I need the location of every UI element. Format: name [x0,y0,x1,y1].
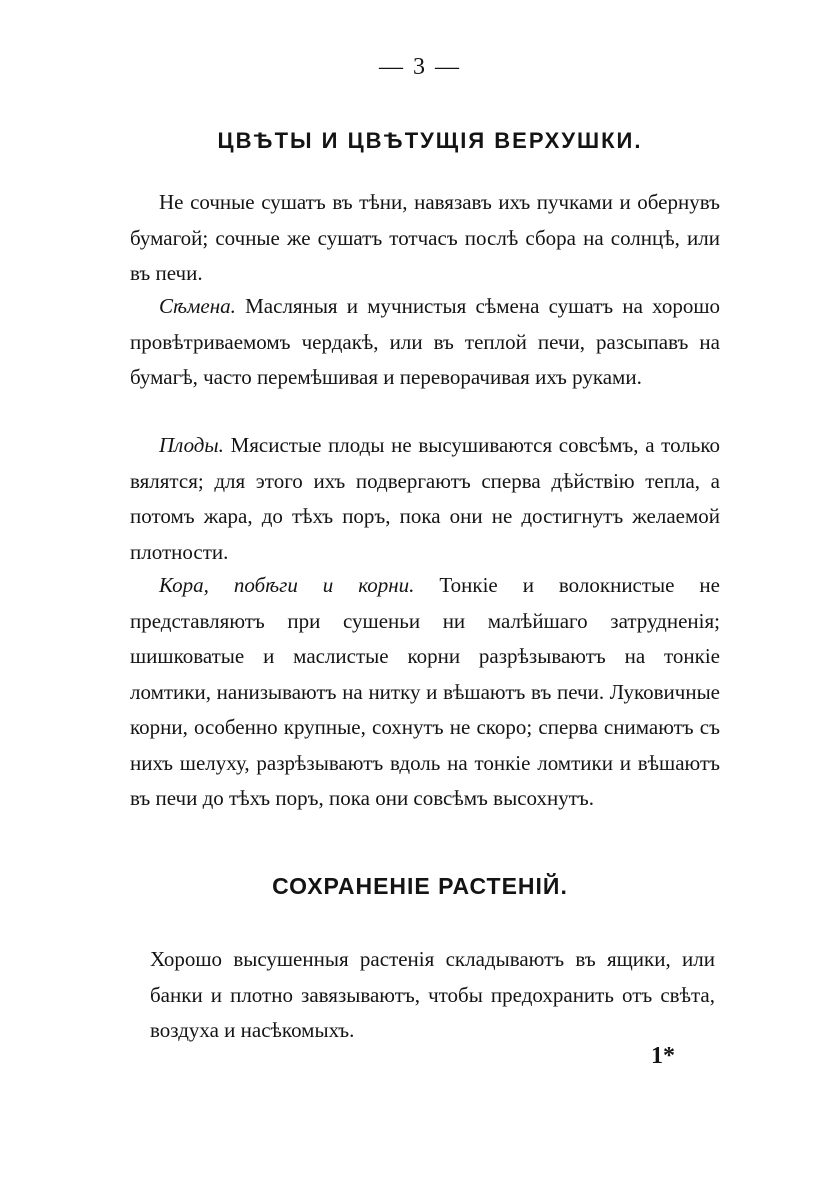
paragraph-bark-text: Тонкіе и волокнистые не представляютъ при сушеньи ни малѣйшаго затрудненія; шишковатые и маслистые корни разрѣзываютъ на тонкіе ломтики, нанизываютъ на нитку и вѣшаютъ въ печи. Луковичные корни, особенно крупные, сохнутъ не скоро; сперва снимаютъ съ нихъ шелуху, разрѣзываютъ вдоль на тонкіе ломтики и вѣшаютъ въ печи до тѣхъ поръ, пока они совсѣмъ высохнутъ. [130,573,720,810]
paragraph-storage [150,942,715,1049]
signature-mark: 1* [651,1043,675,1069]
paragraph-seeds-text: Масляныя и мучнистыя сѣмена сушатъ на хорошо провѣтриваемомъ чердакѣ, или въ теплой печи, разсыпавъ на бумагѣ, часто перемѣшивая и переворачивая ихъ руками. [130,294,720,389]
paragraph-fruits-text: Мясистые плоды не высушиваются совсѣмъ, а только вялятся; для этого ихъ подвергаютъ сперва дѣйствію тепла, а потомъ жара, до тѣхъ поръ, пока они не достигнутъ желаемой плотности. [130,433,721,564]
paragraph-bark [130,568,720,817]
heading-storage: СОХРАНЕНІЕ РАСТЕНІЙ. [272,873,568,899]
paragraph-seeds [130,289,720,396]
paragraph-seeds-lead: Сѣмена. [159,294,236,318]
paragraph-fruits-lead: Плоды. [159,433,224,457]
paragraph-flowers-text: Не сочные сушатъ въ тѣни, навязавъ ихъ пучками и обернувъ бумагой; сочные же сушатъ тотчасъ послѣ сбора на солнцѣ, или въ печи. [130,190,720,285]
paragraph-flowers [130,185,720,292]
paragraph-bark-lead: Кора, побѣги и корни. [159,573,415,597]
page-number: — 3 — [379,54,461,80]
paragraph-fruits [130,428,720,570]
heading-flowers: ЦВѢТЫ И ЦВѢТУЩІЯ ВЕРХУШКИ. [217,128,643,153]
paragraph-storage-text: Хорошо высушенныя растенія складываютъ въ ящики, или банки и плотно завязываютъ, чтобы предохранить отъ свѣта, воздуха и насѣкомыхъ. [150,947,715,1042]
